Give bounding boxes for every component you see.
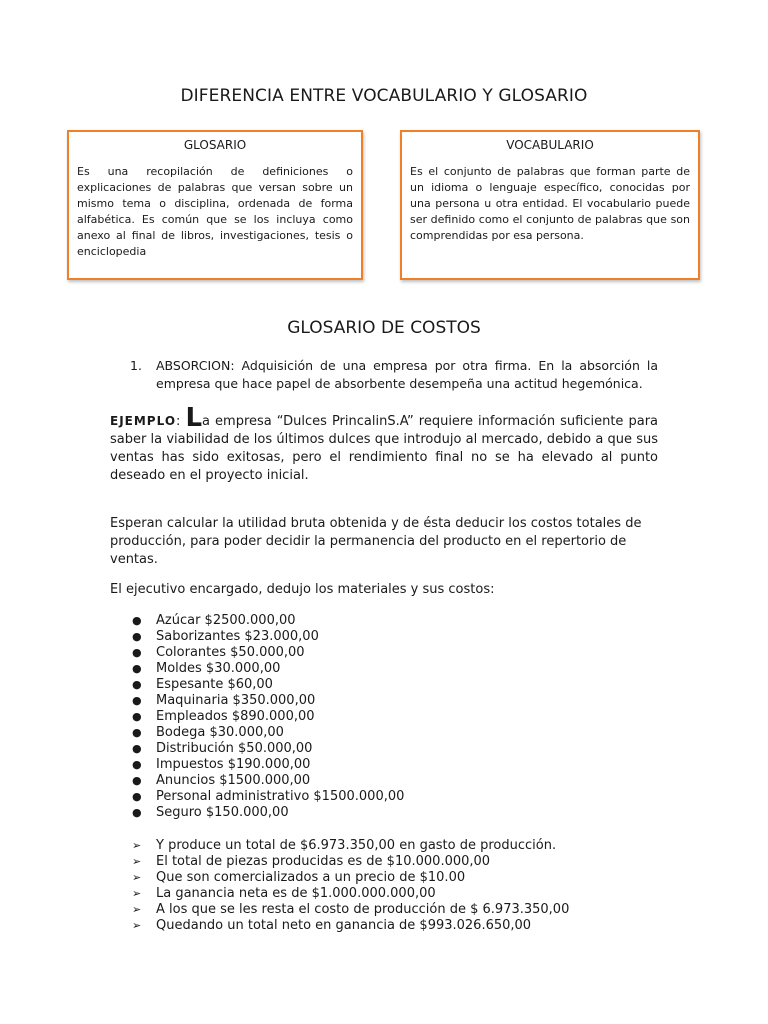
cost-item-text: Seguro $150.000,00 <box>156 805 289 820</box>
bullet-dot-icon: ● <box>132 614 142 627</box>
cost-item-text: Impuestos $190.000,00 <box>156 757 311 772</box>
cost-item-text: Bodega $30.000,00 <box>156 725 284 740</box>
cost-item-text: Distribución $50.000,00 <box>156 741 313 756</box>
cost-list <box>130 613 404 821</box>
vocabulario-box-title: VOCABULARIO <box>506 138 594 152</box>
cost-item-text: Azúcar $2500.000,00 <box>156 613 296 628</box>
cost-item <box>130 613 404 629</box>
cost-item <box>130 725 404 741</box>
numbered-item <box>130 357 658 393</box>
bullet-dot-icon: ● <box>132 678 142 691</box>
cost-item-text: Anuncios $1500.000,00 <box>156 773 311 788</box>
cost-item-text: Maquinaria $350.000,00 <box>156 693 316 708</box>
cost-item-text: Empleados $890.000,00 <box>156 709 315 724</box>
result-list <box>130 838 569 934</box>
paragraph-2: Esperan calcular la utilidad bruta obtenida y de ésta deducir los costos totales de producción, para poder decidir la permanencia del producto en el repertorio de ventas. <box>110 516 642 567</box>
arrow-bullet-icon: ➢ <box>132 919 142 932</box>
result-item-text: Quedando un total neto en ganancia de $993.026.650,00 <box>156 918 532 933</box>
result-item <box>130 870 569 886</box>
result-item <box>130 886 569 902</box>
bullet-dot-icon: ● <box>132 774 142 787</box>
result-item-text: Y produce un total de $6.973.350,00 en gasto de producción. <box>156 838 557 853</box>
arrow-bullet-icon: ➢ <box>132 871 142 884</box>
bullet-dot-icon: ● <box>132 742 142 755</box>
bullet-dot-icon: ● <box>132 790 142 803</box>
item-text: ABSORCION: Adquisición de una empresa por otra firma. En la absorción la empresa que hace papel de absorbente desempeña una actitud hegemónica. <box>156 358 658 391</box>
bullet-dot-icon: ● <box>132 726 142 739</box>
item-number: 1. <box>130 358 142 373</box>
result-item <box>130 902 569 918</box>
cost-item <box>130 693 404 709</box>
ejemplo-text: a empresa “Dulces PrincalinS.A” requiere información suficiente para saber la viabilidad de los últimos dulces que introdujo al mercado, debido a que sus ventas has sido exitosas, pero el rendimiento final no se ha elevado al punto deseado en el proyecto inicial. <box>110 414 658 483</box>
bullet-dot-icon: ● <box>132 758 142 771</box>
cost-item <box>130 661 404 677</box>
arrow-bullet-icon: ➢ <box>132 839 142 852</box>
glosario-box-text: Es una recopilación de definiciones o explicaciones de palabras que versan sobre un mismo tema o disciplina, ordenada de forma alfabética. Es común que se los incluya como anexo al final de libros, investigaciones, tesis o enciclopedia <box>77 165 353 258</box>
cost-item <box>130 789 404 805</box>
bullet-dot-icon: ● <box>132 710 142 723</box>
ejemplo-colon: : <box>176 414 181 429</box>
result-item-text: A los que se les resta el costo de producción de $ 6.973.350,00 <box>156 902 570 917</box>
paragraph-3: El ejecutivo encargado, dedujo los materiales y sus costos: <box>110 582 495 597</box>
cost-item <box>130 741 404 757</box>
cost-item-text: Saborizantes $23.000,00 <box>156 629 319 644</box>
vocabulario-box-text: Es el conjunto de palabras que forman parte de un idioma o lenguaje específico, conocidas por una persona u otra entidad. El vocabulario puede ser definido como el conjunto de palabras que son comprendidas por esa persona. <box>410 165 690 242</box>
cost-item <box>130 757 404 773</box>
bullet-dot-icon: ● <box>132 646 142 659</box>
ejemplo-paragraph <box>110 403 658 485</box>
bullet-dot-icon: ● <box>132 630 142 643</box>
vocabulario-box <box>400 130 700 280</box>
result-item-text: La ganancia neta es de $1.000.000.000,00 <box>156 886 436 901</box>
bullet-dot-icon: ● <box>132 662 142 675</box>
cost-item <box>130 629 404 645</box>
cost-item <box>130 645 404 661</box>
bullet-dot-icon: ● <box>132 694 142 707</box>
arrow-bullet-icon: ➢ <box>132 903 142 916</box>
ejemplo-label: EJEMPLO <box>110 414 177 428</box>
glosario-box-title: GLOSARIO <box>183 138 247 152</box>
cost-item <box>130 773 404 789</box>
cost-item <box>130 805 404 821</box>
section-title: GLOSARIO DE COSTOS <box>287 318 481 338</box>
result-item <box>130 838 569 854</box>
document-title: DIFERENCIA ENTRE VOCABULARIO Y GLOSARIO <box>180 86 588 106</box>
cost-item <box>130 677 404 693</box>
result-item <box>130 918 569 934</box>
result-item-text: Que son comercializados a un precio de $10.00 <box>156 870 466 885</box>
drop-cap: L <box>185 403 203 433</box>
bullet-dot-icon: ● <box>132 806 142 819</box>
arrow-bullet-icon: ➢ <box>132 887 142 900</box>
cost-item-text: Colorantes $50.000,00 <box>156 645 305 660</box>
cost-item-text: Espesante $60,00 <box>156 677 273 692</box>
arrow-bullet-icon: ➢ <box>132 855 142 868</box>
result-item <box>130 854 569 870</box>
glosario-box <box>67 130 363 280</box>
cost-item-text: Personal administrativo $1500.000,00 <box>156 789 405 804</box>
cost-item-text: Moldes $30.000,00 <box>156 661 281 676</box>
cost-item <box>130 709 404 725</box>
result-item-text: El total de piezas producidas es de $10.000.000,00 <box>156 854 491 869</box>
